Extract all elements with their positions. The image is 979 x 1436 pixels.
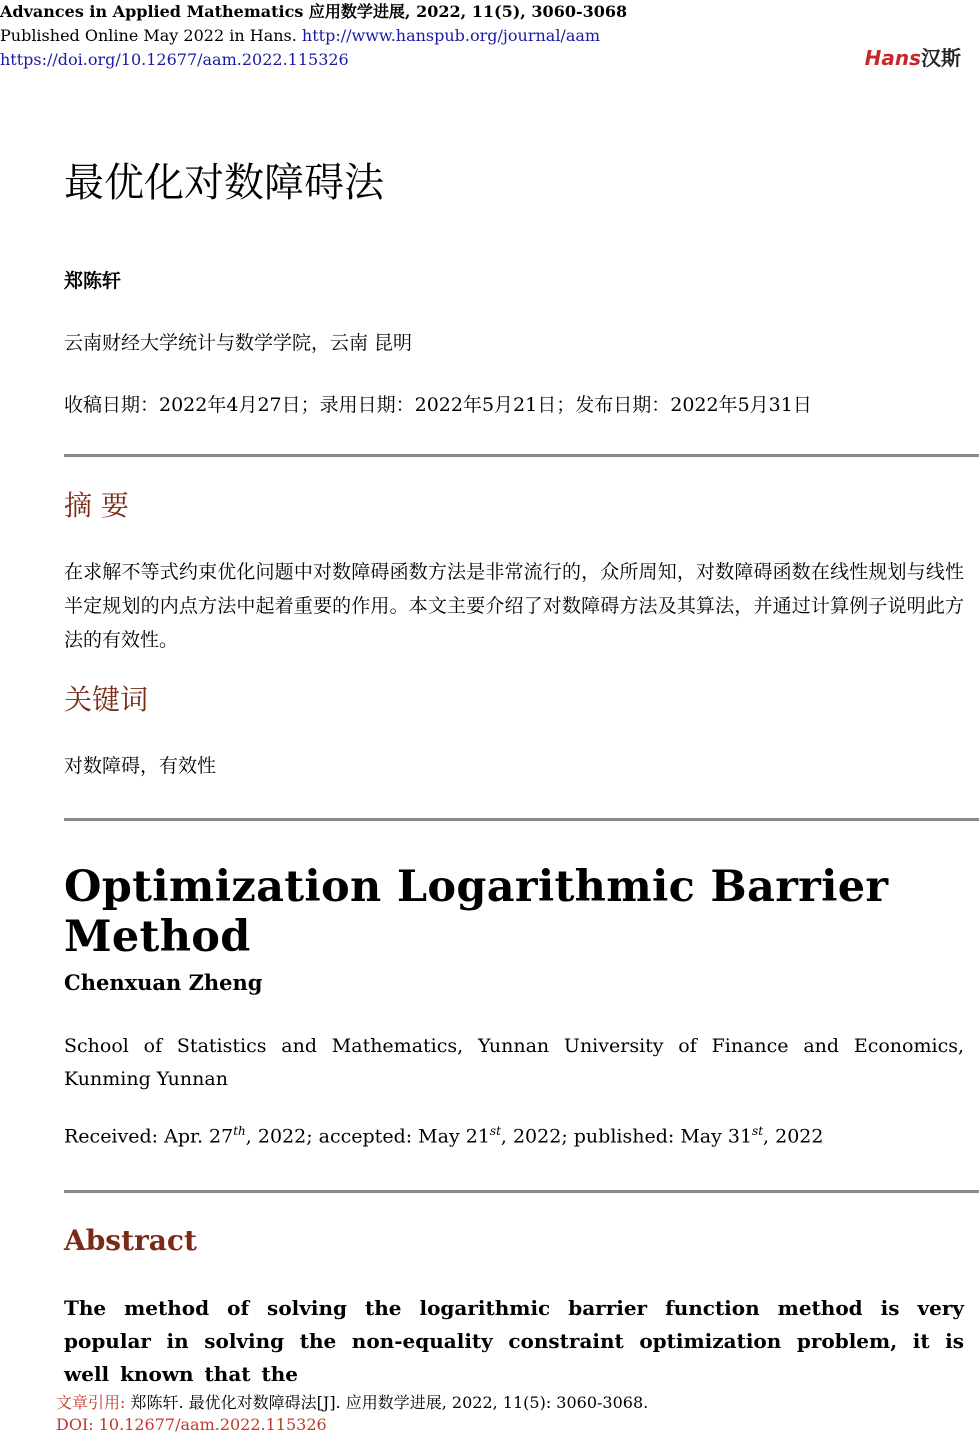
dates-en: [64, 1124, 964, 1147]
doi-label: DOI:: [56, 1415, 94, 1434]
abstract-cn: 在求解不等式约束优化问题中对数障碍函数方法是非常流行的，众所周知，对数障碍函数在线性规划与线性半定规划的内点方法中起着重要的作用。本文主要介绍了对数障碍方法及其算法，并通过计算例子说明此方法的有效性。: [64, 561, 964, 651]
logo-latin: Hans: [864, 46, 921, 70]
accepted-date: , 2022; accepted: May 21: [245, 1125, 490, 1148]
published-date: , 2022; published: May 31: [500, 1125, 753, 1148]
published-line: [0, 24, 627, 48]
journal-citation-line: Advances in Applied Mathematics 应用数学进展, 2022, 11(5), 3060-3068: [0, 2, 628, 21]
section-divider: [64, 1190, 979, 1193]
citation-footer: [56, 1392, 648, 1436]
abstract-heading-en: Abstract: [64, 1224, 197, 1257]
abstract-heading-cn: 摘 要: [64, 489, 129, 522]
title-en: Optimization Logarithmic Barrier Method: [64, 862, 889, 962]
affiliation-en: School of Statistics and Mathematics, Yunnan University of Finance and Economics, Kunming Yunnan: [64, 1035, 964, 1090]
dates-cn: 收稿日期：2022年4月27日；录用日期：2022年5月21日；发布日期：2022年5月31日: [64, 394, 812, 416]
section-divider: [64, 818, 979, 821]
journal-url-link[interactable]: http://www.hanspub.org/journal/aam: [301, 26, 601, 45]
keywords-heading-cn: 关键词: [64, 683, 149, 716]
hans-logo: [865, 42, 961, 71]
published-prefix: Published Online May 2022 in Hans.: [0, 26, 297, 45]
keywords-cn: 对数障碍，有效性: [64, 755, 217, 777]
author-en: Chenxuan Zheng: [64, 970, 263, 995]
logo-chinese: 汉斯: [921, 46, 961, 70]
citation-text: 郑陈轩. 最优化对数障碍法[J]. 应用数学进展, 2022, 11(5): 3060-3068.: [130, 1393, 649, 1412]
affiliation-cn: 云南财经大学统计与数学学院，云南 昆明: [64, 332, 413, 354]
received-sup: th: [233, 1124, 246, 1138]
citation-label: 文章引用:: [56, 1393, 126, 1412]
title-cn: 最优化对数障碍法: [64, 160, 384, 206]
accepted-sup: st: [489, 1124, 501, 1138]
doi-text[interactable]: 10.12677/aam.2022.115326: [98, 1415, 327, 1434]
published-sup: st: [752, 1124, 764, 1138]
received-date: Received: Apr. 27: [64, 1125, 234, 1148]
year-suffix: , 2022: [763, 1125, 824, 1148]
author-cn: 郑陈轩: [64, 270, 122, 292]
doi-url-link[interactable]: https://doi.org/10.12677/aam.2022.115326: [0, 50, 349, 69]
journal-header: [0, 0, 627, 72]
abstract-en: The method of solving the logarithmic barrier function method is very popular in solving the non-equality constraint optimization problem, it is well known that the: [64, 1296, 964, 1386]
section-divider: [64, 454, 979, 457]
